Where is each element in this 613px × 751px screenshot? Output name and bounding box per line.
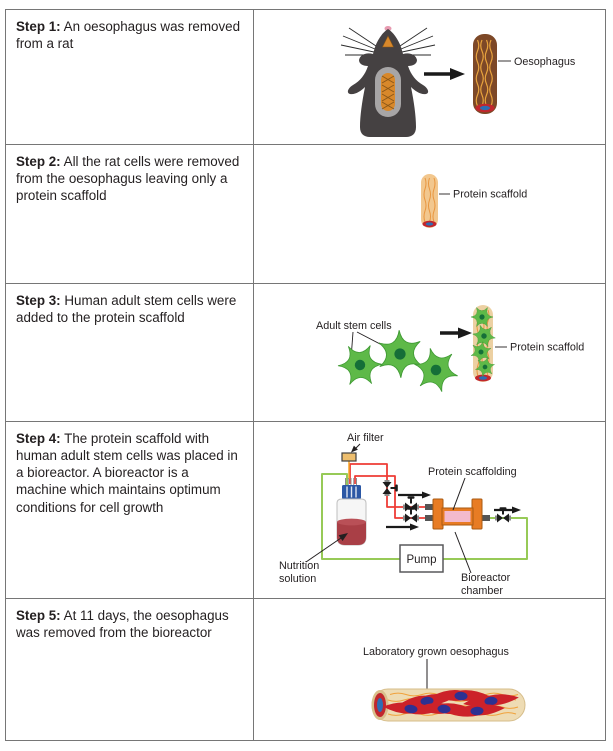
- protein-scaffold-illustration: [421, 174, 438, 228]
- nutrition-solution-label-line1: Nutrition: [279, 560, 320, 572]
- step3-label: Step 3:: [16, 293, 61, 308]
- protein-scaffolding-label-line: [453, 478, 465, 510]
- step4-figure: [254, 422, 605, 597]
- air-filter-label: Air filter: [347, 432, 384, 444]
- step1-text-cell: [6, 10, 254, 144]
- air-filter-icon: [342, 453, 356, 461]
- chamber-scaffold-inside: [445, 511, 471, 522]
- step5-text-cell: [6, 599, 254, 740]
- bottle-liquid-surface: [337, 519, 366, 526]
- air-filter-label-arrow: [351, 444, 360, 453]
- step5-figure: [254, 599, 605, 737]
- rat-illustration: [341, 26, 435, 137]
- flow-arrow-icon: [386, 524, 419, 531]
- steps-table: [5, 9, 606, 741]
- oesophagus-end-core: [480, 106, 490, 110]
- arrow-icon: [440, 328, 472, 339]
- bioreactor-chamber-label-line1: Bioreactor: [461, 572, 511, 584]
- bioreactor-chamber-label-line: [455, 532, 471, 573]
- oesophagus-label: Oesophagus: [514, 56, 576, 68]
- step5-description: At 11 days, the oesophagus was removed from the bioreactor: [16, 608, 229, 641]
- step1-description: An oesophagus was removed from a rat: [16, 19, 241, 52]
- seeded-scaffold-illustration: [467, 303, 499, 382]
- step2-figure-cell: [254, 145, 605, 283]
- step4-label: Step 4:: [16, 431, 61, 446]
- nutrition-solution-label-line2: solution: [279, 573, 317, 585]
- step-row-4: [6, 422, 605, 599]
- bioreactor-chamber-illustration: [425, 499, 490, 529]
- step2-description: All the rat cells were removed from the oesophagus leaving only a protein scaffold: [16, 154, 240, 204]
- adult-stem-cells-label: Adult stem cells: [316, 320, 392, 332]
- stem-cell-icon: [373, 326, 426, 381]
- stem-cells-illustration: [334, 326, 466, 400]
- step1-figure-cell: [254, 10, 605, 144]
- lab-grown-oesophagus-label: Laboratory grown oesophagus: [363, 646, 509, 658]
- stem-cell-icon: [334, 338, 387, 392]
- step-row-2: [6, 145, 605, 284]
- step3-description: Human adult stem cells were added to the protein scaffold: [16, 293, 237, 326]
- protein-scaffold-label: Protein scaffold: [453, 188, 528, 201]
- scaffold-end-core: [479, 376, 487, 379]
- step-row-1: [6, 10, 605, 145]
- arrow-icon: [424, 68, 465, 80]
- protein-scaffold-label: Protein scaffold: [510, 341, 585, 354]
- step2-text-cell: [6, 145, 254, 283]
- step3-figure-cell: [254, 284, 605, 421]
- step5-label: Step 5:: [16, 608, 61, 623]
- scaffold-end-core: [426, 222, 433, 225]
- lab-grown-oesophagus-illustration: [372, 688, 526, 721]
- step4-description: The protein scaffold with human adult stem cells was placed in a bioreactor. A bioreactor is a machine which maintains optimum conditions for cell growth: [16, 431, 238, 515]
- chamber-port: [425, 515, 433, 521]
- pump-illustration: [400, 545, 443, 572]
- chamber-port: [482, 515, 490, 521]
- cells-on-scaffold: [467, 303, 499, 377]
- step1-label: Step 1:: [16, 19, 61, 34]
- grown-end-core: [377, 698, 383, 712]
- flow-arrow-icon: [494, 507, 521, 514]
- step4-text-cell: [6, 422, 254, 598]
- step5-figure-cell: [254, 599, 605, 740]
- bioreactor-chamber-label-line2: chamber: [461, 585, 504, 597]
- step-row-3: [6, 284, 605, 422]
- step1-figure: [254, 10, 605, 143]
- stem-cell-icon: [406, 340, 466, 400]
- bottle-liquid: [337, 522, 366, 545]
- step3-figure: [254, 284, 605, 420]
- nutrition-label-arrow: [306, 533, 348, 562]
- oesophagus-illustration: [473, 34, 497, 114]
- step3-text-cell: [6, 284, 254, 421]
- step-row-5: [6, 599, 605, 740]
- step2-figure: [254, 145, 605, 282]
- protein-scaffolding-label: Protein scaffolding: [428, 466, 517, 478]
- step2-label: Step 2:: [16, 154, 61, 169]
- pump-label: Pump: [406, 554, 437, 566]
- step4-figure-cell: [254, 422, 605, 598]
- chamber-port: [425, 504, 433, 510]
